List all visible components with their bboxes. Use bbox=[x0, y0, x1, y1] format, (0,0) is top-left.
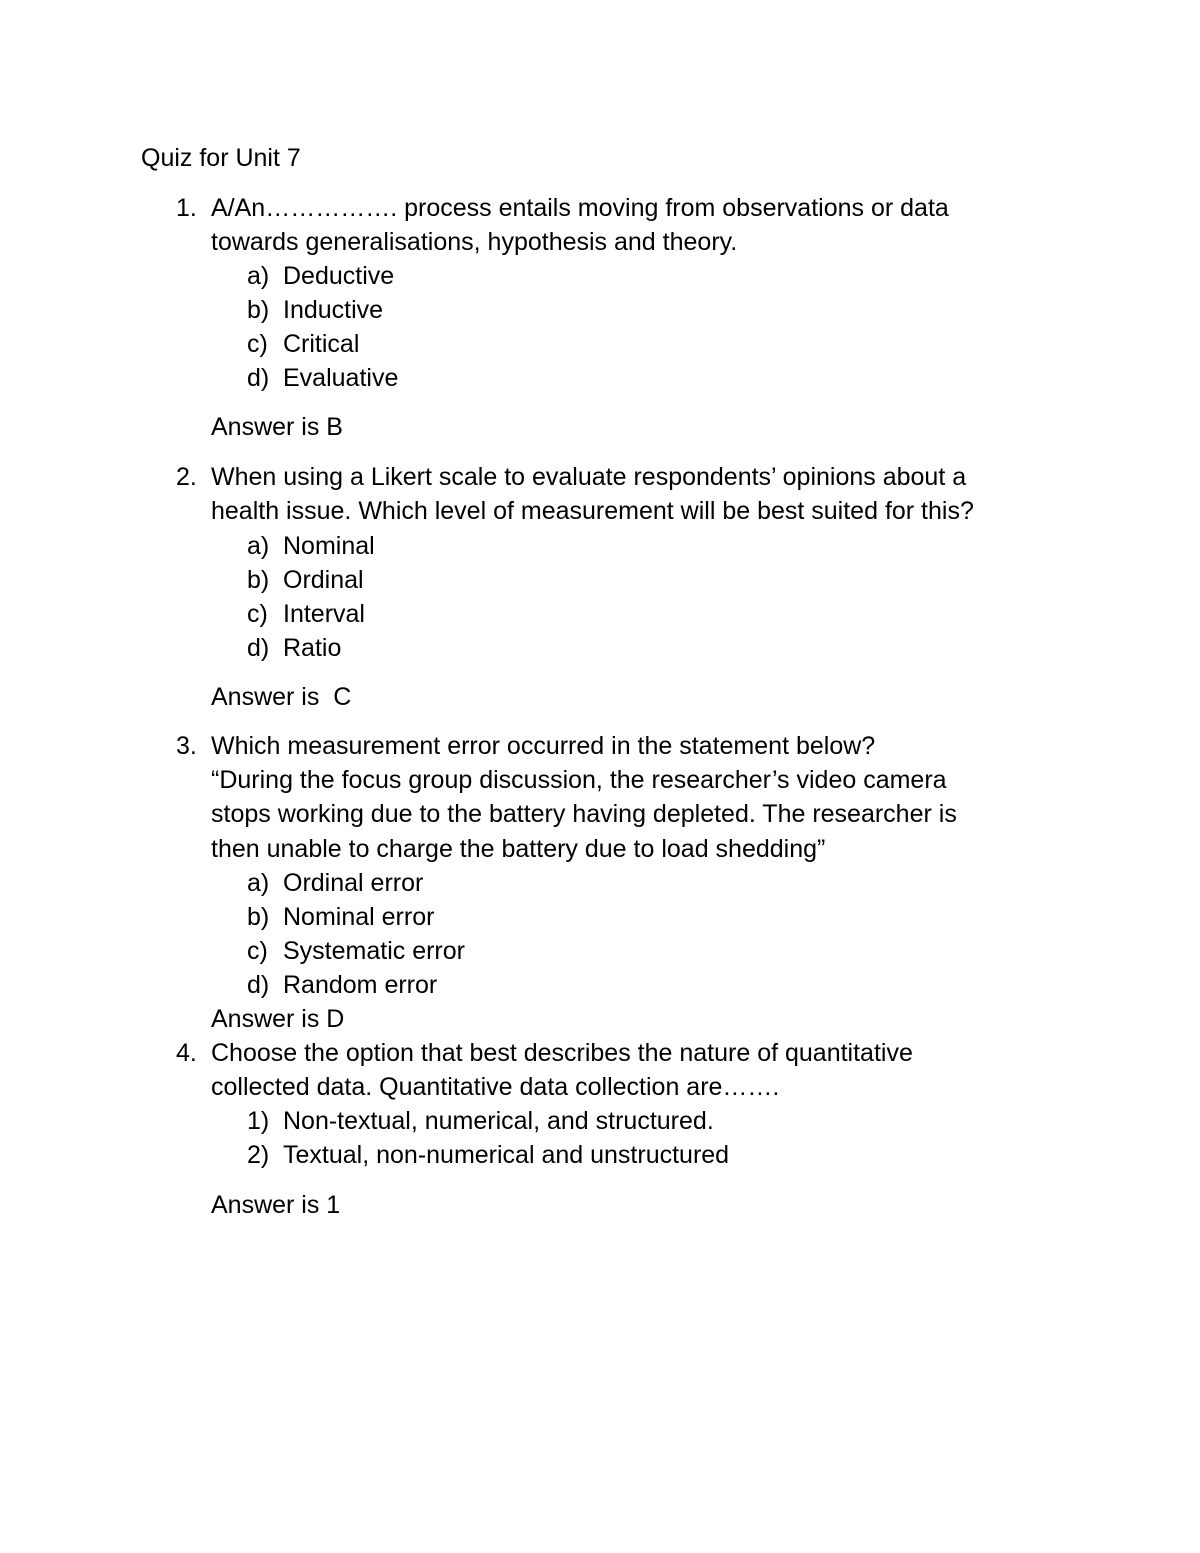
answer-text: Answer is B bbox=[211, 413, 343, 441]
option-text: Ordinal error bbox=[283, 869, 424, 897]
question-text-line: When using a Likert scale to evaluate respondents’ opinions about a bbox=[211, 463, 967, 491]
option-label: a) bbox=[247, 532, 270, 560]
option-label: a) bbox=[247, 262, 270, 290]
question-text-line: collected data. Quantitative data collection are……. bbox=[211, 1073, 780, 1101]
option-text: Random error bbox=[283, 971, 438, 999]
option-text: Non-textual, numerical, and structured. bbox=[283, 1107, 714, 1135]
question-number: 4. bbox=[176, 1039, 197, 1067]
question-text-line: “During the focus group discussion, the researcher’s video camera bbox=[211, 766, 947, 794]
option-text: Evaluative bbox=[283, 364, 399, 392]
option-text: Deductive bbox=[283, 262, 395, 290]
question-text-line: health issue. Which level of measurement will be best suited for this? bbox=[211, 497, 974, 525]
question-number: 1. bbox=[176, 194, 197, 222]
question-number: 3. bbox=[176, 732, 197, 760]
question-text-line: Choose the option that best describes the nature of quantitative bbox=[211, 1039, 913, 1067]
option-text: Textual, non-numerical and unstructured bbox=[283, 1141, 730, 1169]
option-label: b) bbox=[247, 566, 270, 594]
answer-text: Answer is 1 bbox=[211, 1191, 341, 1219]
option-label: c) bbox=[247, 330, 268, 358]
page-title: Quiz for Unit 7 bbox=[141, 144, 301, 172]
option-label: 1) bbox=[247, 1107, 270, 1135]
option-text: Ratio bbox=[283, 634, 342, 662]
answer-text: Answer is C bbox=[211, 683, 352, 711]
question-text-line: then unable to charge the battery due to load shedding” bbox=[211, 835, 826, 863]
option-text: Systematic error bbox=[283, 937, 465, 965]
option-label: b) bbox=[247, 903, 270, 931]
option-label: d) bbox=[247, 634, 270, 662]
option-label: d) bbox=[247, 364, 270, 392]
question-text-line: A/An……………. process entails moving from observations or data bbox=[211, 194, 949, 222]
question-number: 2. bbox=[176, 463, 197, 491]
option-label: d) bbox=[247, 971, 270, 999]
option-label: b) bbox=[247, 296, 270, 324]
option-label: a) bbox=[247, 869, 270, 897]
option-text: Nominal bbox=[283, 532, 375, 560]
option-label: c) bbox=[247, 937, 268, 965]
answer-text: Answer is D bbox=[211, 1005, 345, 1033]
option-text: Critical bbox=[283, 330, 360, 358]
option-label: c) bbox=[247, 600, 268, 628]
question-text-line: towards generalisations, hypothesis and theory. bbox=[211, 228, 738, 256]
question-text-line: Which measurement error occurred in the statement below? bbox=[211, 732, 876, 760]
option-text: Ordinal bbox=[283, 566, 364, 594]
option-text: Inductive bbox=[283, 296, 384, 324]
question-text-line: stops working due to the battery having depleted. The researcher is bbox=[211, 800, 957, 828]
option-label: 2) bbox=[247, 1141, 270, 1169]
option-text: Interval bbox=[283, 600, 365, 628]
option-text: Nominal error bbox=[283, 903, 435, 931]
